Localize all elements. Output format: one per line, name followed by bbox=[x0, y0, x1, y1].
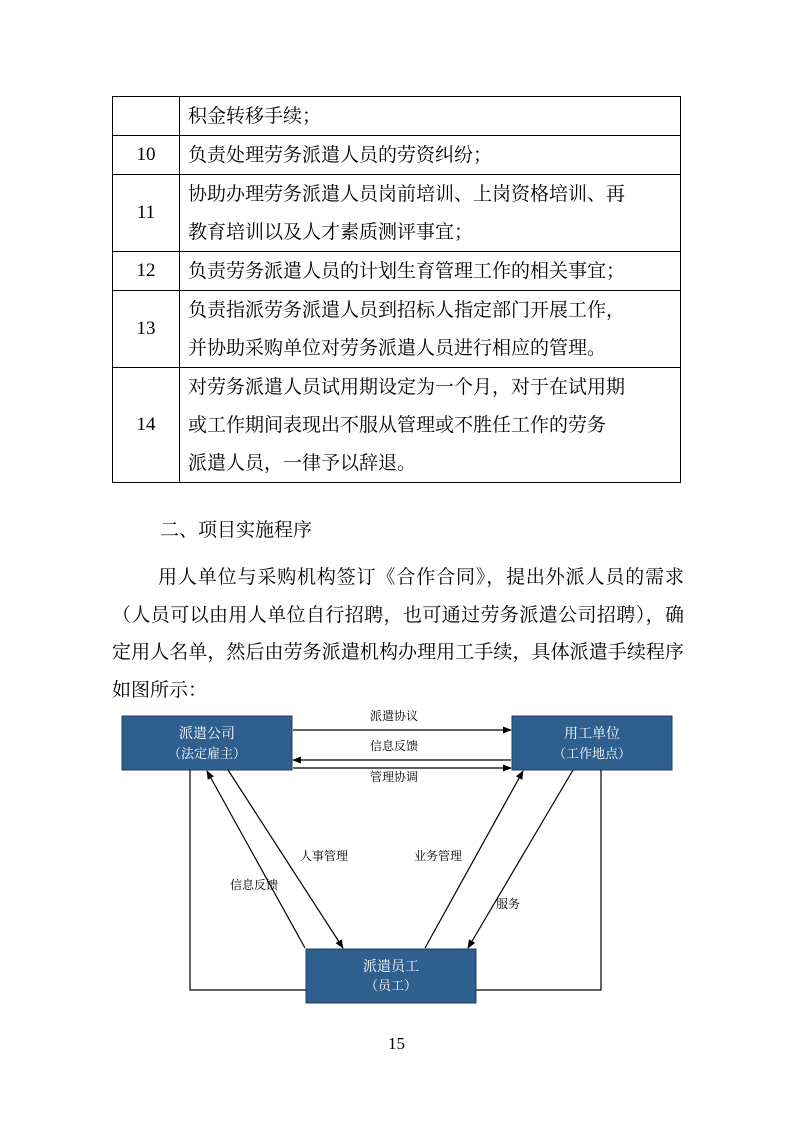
row-text: 负责处理劳务派遣人员的劳资纠纷； bbox=[180, 136, 681, 175]
row-text: 对劳务派遣人员试用期设定为一个月，对于在试用期 或工作期间表现出不服从管理或不胜任工作的劳务 派遣人员，一律予以辞退。 bbox=[180, 368, 681, 483]
business-management-label: 业务管理 bbox=[413, 849, 463, 863]
row-text: 协助办理劳务派遣人员岗前培训、上岗资格培训、再 教育培训以及人才素质测评事宜； bbox=[180, 175, 681, 252]
row-number: 14 bbox=[113, 368, 180, 483]
dispatch-agreement-label: 派遣协议 bbox=[369, 709, 419, 723]
row-text: 负责劳务派遣人员的计划生育管理工作的相关事宜； bbox=[180, 252, 681, 291]
employee-title: 派遣员工 bbox=[363, 959, 419, 975]
row-number: 12 bbox=[113, 252, 180, 291]
row-text: 积金转移手续； bbox=[180, 97, 681, 136]
employer-title: 用工单位 bbox=[564, 726, 620, 742]
row-number: 10 bbox=[113, 136, 180, 175]
company-title: 派遣公司 bbox=[179, 726, 235, 742]
row-number: 11 bbox=[113, 175, 180, 252]
employee-box bbox=[306, 949, 476, 1003]
section-heading: 二、项目实施程序 bbox=[160, 519, 313, 541]
employee-subtitle: （员工） bbox=[364, 979, 418, 994]
personnel-management-label: 人事管理 bbox=[299, 849, 349, 863]
service-label: 服务 bbox=[495, 897, 521, 911]
page-number: 15 bbox=[388, 1034, 405, 1053]
info-feedback-left-label: 信息反馈 bbox=[229, 878, 279, 892]
employer-subtitle: （工作地点） bbox=[552, 747, 632, 762]
row-number: 13 bbox=[113, 291, 180, 368]
employer-employee-connector bbox=[476, 770, 601, 990]
row-text: 负责指派劳务派遣人员到招标人指定部门开展工作， 并协助采购单位对劳务派遣人员进行相应的管理。 bbox=[180, 291, 681, 368]
info-feedback-top-label: 信息反馈 bbox=[369, 739, 419, 753]
body-paragraph: 用人单位与采购机构签订《合作合同》，提出外派人员的需求（人员可以由用人单位自行招聘，也可通过劳务派遣公司招聘），确定用人名单，然后由劳务派遣机构办理用工手续，具体派遣手续程序如图所示： bbox=[112, 566, 684, 701]
info-feedback-left-arrow bbox=[207, 771, 305, 948]
management-coordination-label: 管理协调 bbox=[369, 770, 419, 784]
service-arrow bbox=[468, 770, 573, 948]
company-subtitle: （法定雇主） bbox=[167, 747, 247, 762]
